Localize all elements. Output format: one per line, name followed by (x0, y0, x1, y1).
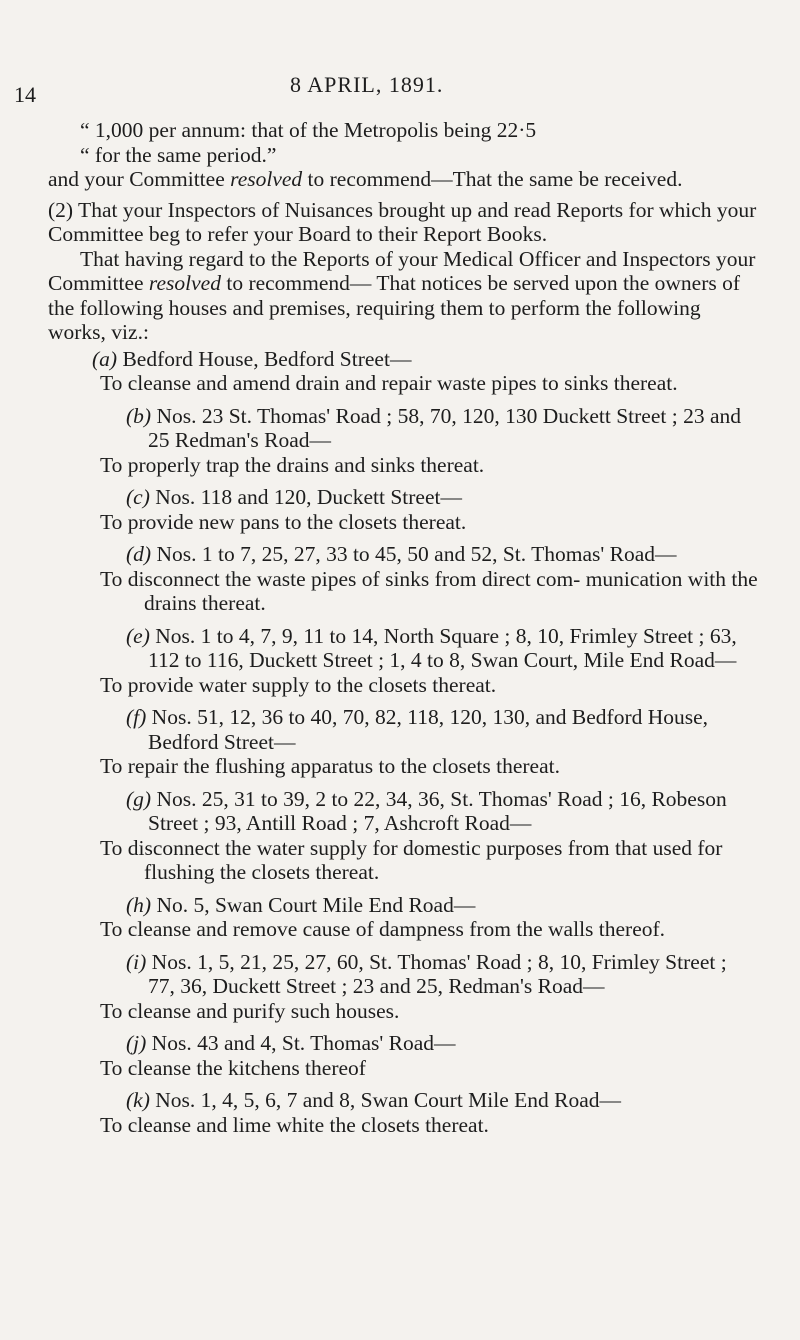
item-premises (48, 485, 758, 510)
item-action: To cleanse and lime white the closets thereat. (100, 1112, 489, 1137)
item-action: To provide new pans to the closets thereat. (100, 509, 467, 534)
item-premises (48, 1031, 758, 1056)
item-premises-text: Nos. 118 and 120, Duckett Street— (149, 485, 462, 509)
works-item-g (48, 787, 758, 885)
item-premises (48, 705, 758, 754)
item-letter: (f) (126, 705, 147, 729)
item-action: To provide water supply to the closets thereat. (100, 672, 497, 697)
para3-post: to recommend— That notices be served upon the owners of the following houses and premises, requiring them to perform the following works, viz.: (48, 271, 741, 344)
item-premises-text: Nos. 23 St. Thomas' Road ; 58, 70, 120, 130 Duckett Street ; 23 and 25 Redman's Road— (148, 403, 741, 452)
works-item-i (48, 950, 758, 1024)
item-action: To disconnect the water supply for domestic purposes from that used for flushing the closets thereat. (100, 835, 723, 884)
item-action: To disconnect the waste pipes of sinks from direct com- munication with the drains thereat. (100, 566, 758, 615)
item-premises (48, 624, 758, 673)
works-item-c (48, 485, 758, 534)
item-premises (48, 347, 758, 372)
item-letter: (j) (126, 1031, 147, 1055)
body-text (48, 118, 758, 1137)
works-item-h (48, 893, 758, 942)
item-premises (48, 1088, 758, 1113)
resolution-pre: and your Committee (48, 167, 231, 191)
item-premises-text: Nos. 51, 12, 36 to 40, 70, 82, 118, 120, 130, and Bedford House, Bedford Street— (146, 705, 709, 754)
item-letter: (k) (126, 1088, 150, 1112)
item-premises-text: Nos. 1, 4, 5, 6, 7 and 8, Swan Court Mile End Road— (149, 1088, 622, 1112)
item-premises-text: No. 5, Swan Court Mile End Road— (151, 892, 476, 917)
para3-resolved-word: resolved (148, 271, 221, 295)
item-letter: (h) (126, 892, 152, 917)
page-number: 14 (14, 82, 36, 107)
paragraph-medical-officer (48, 247, 758, 345)
item-letter: (g) (126, 786, 152, 811)
paragraph-inspectors: (2) That your Inspectors of Nuisances brought up and read Reports for which your Committee beg to refer your Board to their Report Books. (48, 197, 757, 246)
quote-line-2: “ for the same period.” (80, 142, 277, 167)
item-action: To cleanse and amend drain and repair waste pipes to sinks thereat. (100, 371, 678, 395)
resolution-post: to recommend—That the same be received. (302, 167, 683, 191)
item-action: To repair the flushing apparatus to the closets thereat. (100, 754, 560, 778)
item-premises (48, 950, 758, 999)
works-list (48, 347, 758, 1138)
item-premises-text: Nos. 1 to 4, 7, 9, 11 to 14, North Square ; 8, 10, Frimley Street ; 63, 112 to 116, Duckett Street ; 1, 4 to 8, Swan Court, Mile End Road— (148, 623, 737, 672)
item-action: To cleanse the kitchens thereof (100, 1055, 366, 1080)
works-item-b (48, 404, 758, 478)
resolved-word: resolved (230, 167, 303, 191)
item-letter: (i) (126, 949, 147, 974)
item-action: To properly trap the drains and sinks thereat. (100, 452, 485, 477)
item-letter: (a) (92, 346, 118, 371)
resolution-sentence (48, 167, 758, 192)
running-head-date: 8 APRIL, 1891. (290, 72, 444, 97)
works-item-a (48, 347, 758, 396)
item-action: To cleanse and remove cause of dampness from the walls thereof. (100, 917, 666, 941)
quote-line-1: “ 1,000 per annum: that of the Metropolis being 22·5 (80, 118, 537, 142)
item-action: To cleanse and purify such houses. (100, 998, 400, 1023)
item-premises-text: Nos. 43 and 4, St. Thomas' Road— (146, 1031, 456, 1055)
item-letter: (d) (126, 542, 152, 566)
item-premises-text: Nos. 25, 31 to 39, 2 to 22, 34, 36, St. Thomas' Road ; 16, Robeson Street ; 93, Antill Road ; 7, Ashcroft Road— (148, 786, 727, 835)
item-premises-text: Bedford House, Bedford Street— (117, 346, 412, 371)
item-letter: (e) (126, 623, 150, 648)
item-letter: (c) (126, 485, 150, 509)
works-item-d (48, 542, 758, 616)
works-item-k (48, 1088, 758, 1137)
works-item-e (48, 624, 758, 698)
works-item-j (48, 1031, 758, 1080)
item-premises (48, 542, 758, 567)
item-premises (48, 893, 758, 918)
item-premises (48, 404, 758, 453)
para3-pre: That having regard to the Reports of your Medical Officer and Inspectors your Committee (48, 246, 756, 295)
works-item-f (48, 705, 758, 779)
item-premises (48, 787, 758, 836)
item-letter: (b) (126, 403, 152, 428)
item-premises-text: Nos. 1, 5, 21, 25, 27, 60, St. Thomas' Road ; 8, 10, Frimley Street ; 77, 36, Duckett Street ; 23 and 25, Redman's Road— (146, 949, 727, 998)
item-premises-text: Nos. 1 to 7, 25, 27, 33 to 45, 50 and 52, St. Thomas' Road— (151, 542, 677, 566)
